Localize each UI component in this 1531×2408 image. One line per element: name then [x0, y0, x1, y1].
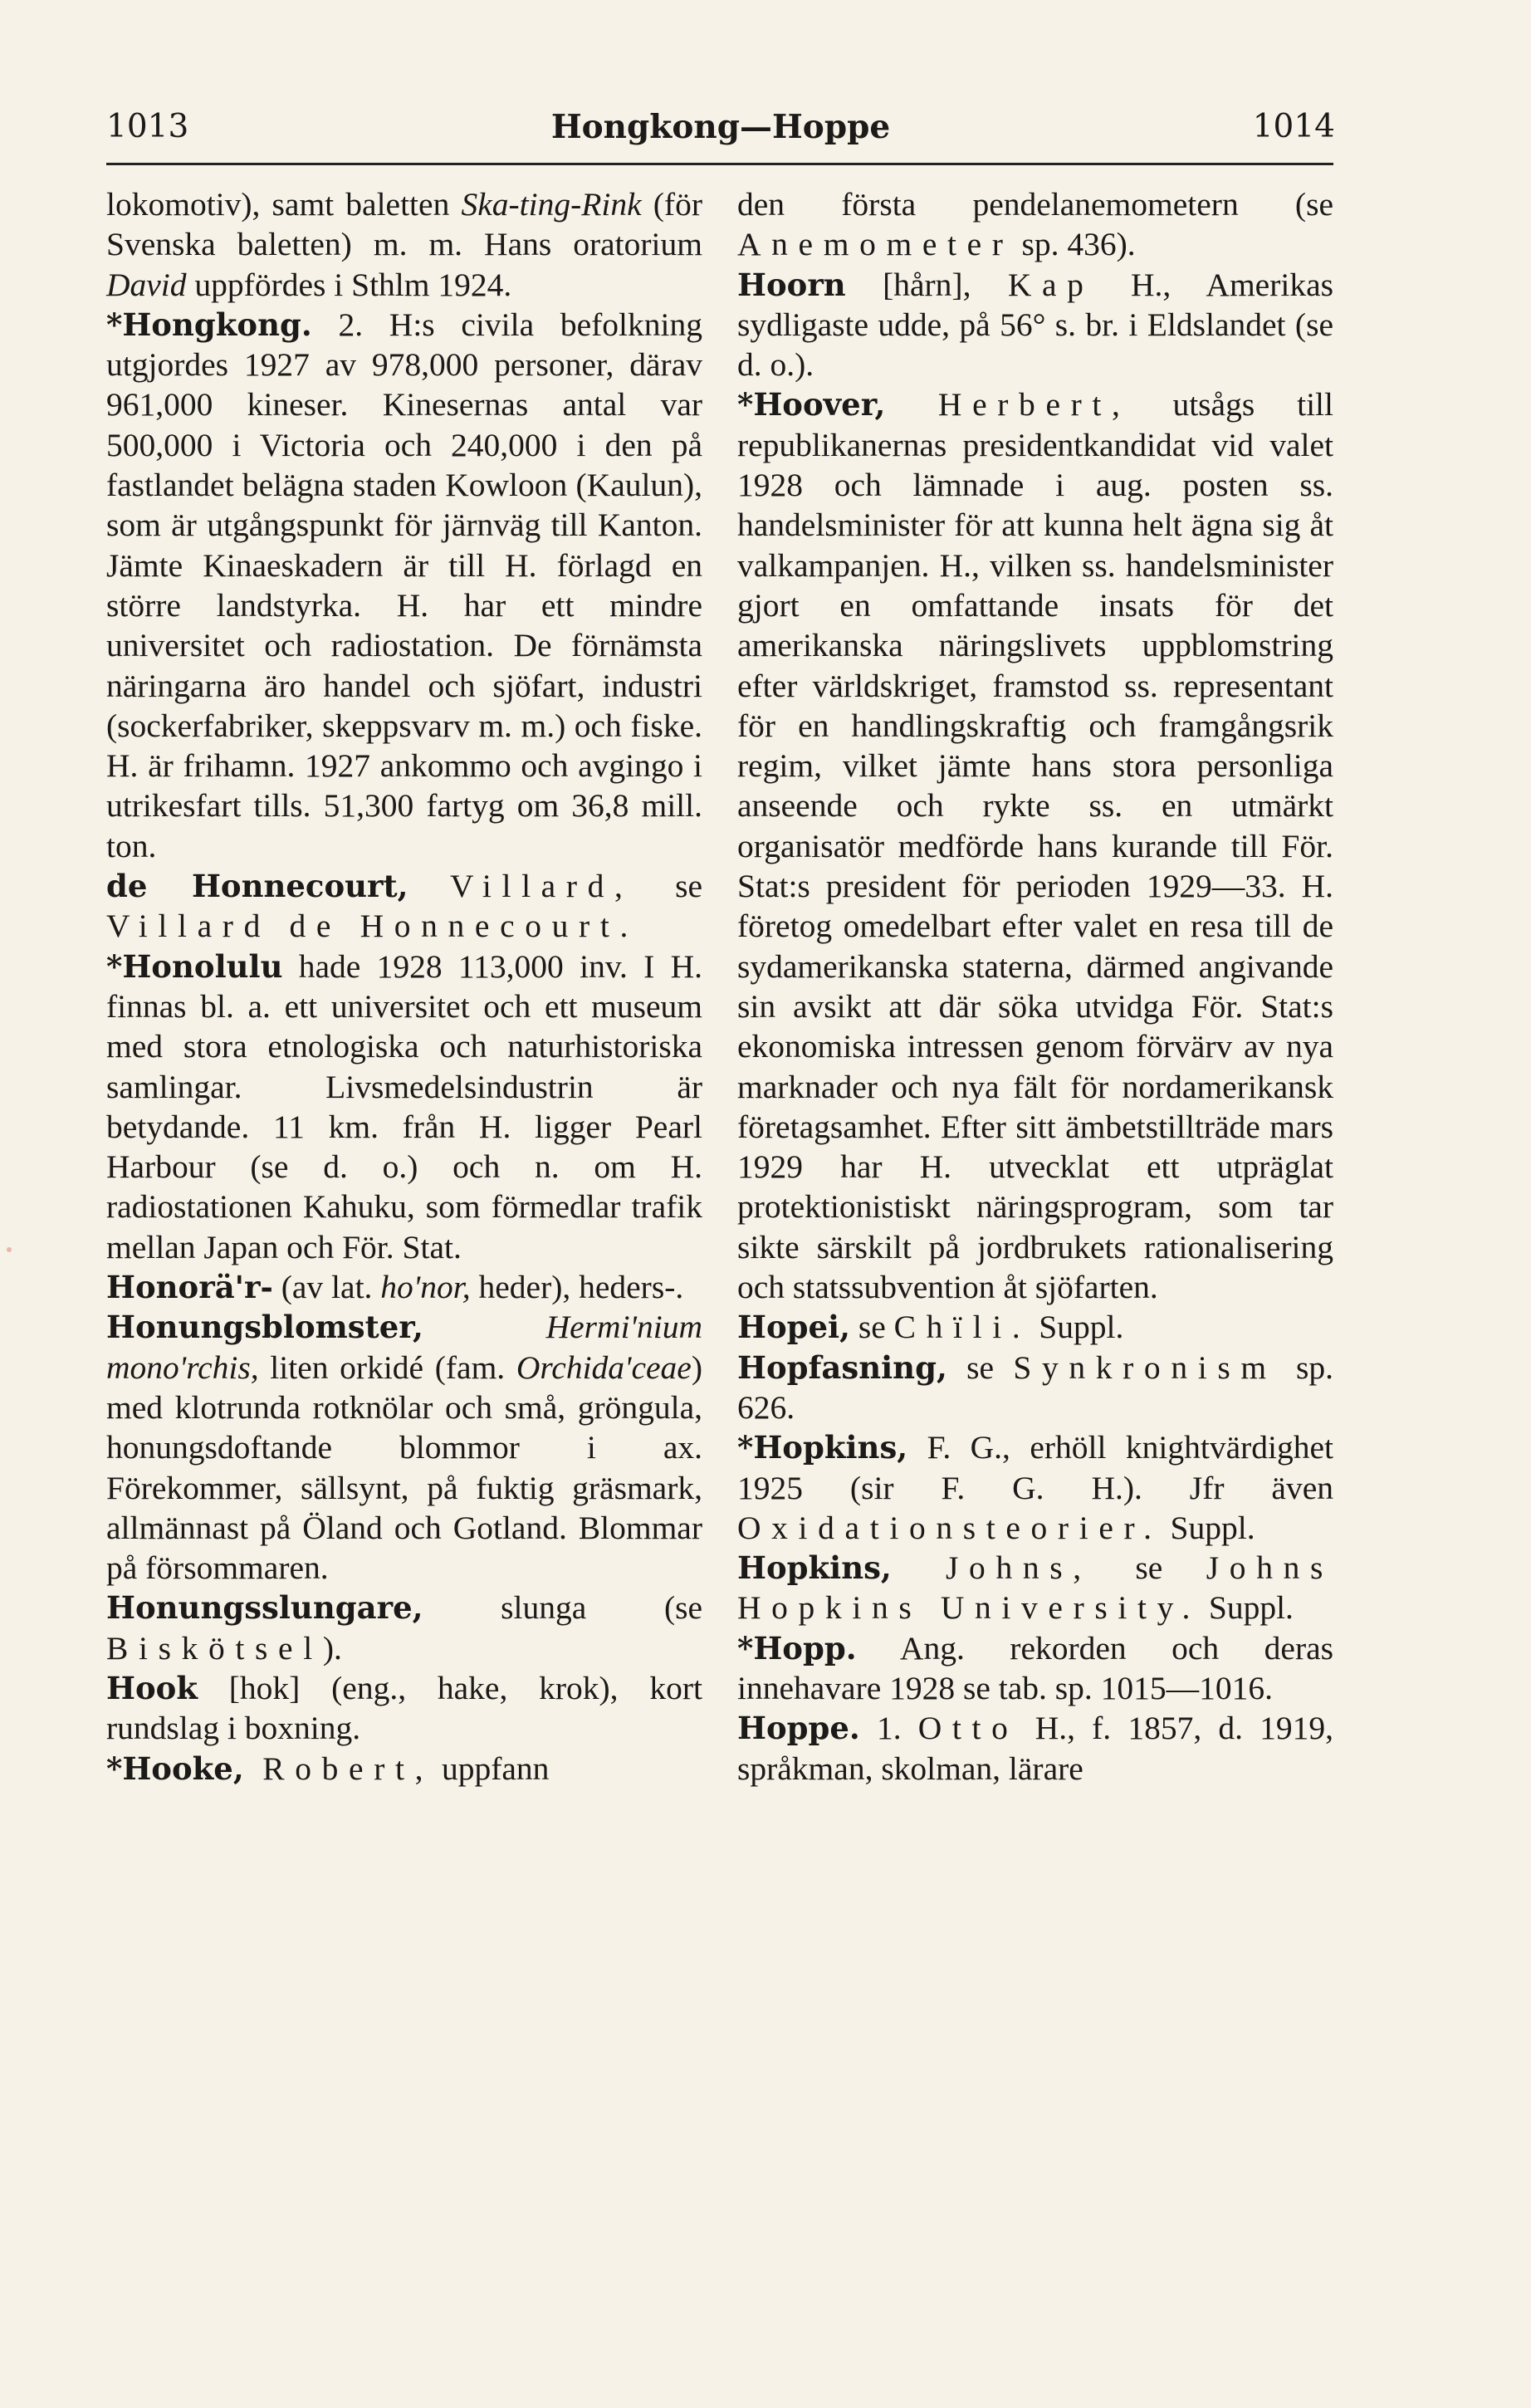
entry-hopkins-johns: Hopkins, Johns, se Johns Hopkins University. Suppl.	[737, 1549, 1333, 1627]
headword: Honorä'r-	[106, 1269, 273, 1306]
headword: *Hoover,	[737, 386, 886, 423]
headword: *Hopkins,	[737, 1429, 908, 1466]
entry-honolulu: *Honolulu hade 1928 113,000 inv. I H. finnas bl. a. ett universitet och ett museum med stora etnologiska och naturhistoriska samlingar. Livsmedelsindustrin är betydande. 11 km. från H. ligger Pearl Harbour (se d. o.) och n. om H. radiostationen Kahuku, som förmedlar trafik mellan Japan och För. Stat.	[106, 947, 702, 1265]
headword: de Honnecourt,	[106, 868, 408, 905]
headword: *Hopp.	[737, 1629, 857, 1667]
page-title: Hongkong—Hoppe	[550, 108, 891, 146]
headword: Hook	[106, 1669, 198, 1706]
entry-hoover: *Hoover, Herbert, utsågs till republikanernas presidentkandidat vid valet 1928 och lämnade i aug. posten ss. handelsminister för att kunna helt ägna sig åt valkampanjen. H., vilken ss. handelsminister gjort en omfattande insats för det amerikanska näringslivets uppblomstring efter världskriget, framstod ss. representant för en handlingskraftig och framgångsrik regim, vilket jämte hans stora personliga anseende och rykte ss. en utmärkt organisatör medförde hans kurande till För. Stat:s president för perioden 1929—33. H. företog omedelbart efter valet en resa till de sydamerikanska staterna, därmed angivande sin avsikt att där söka utvidga För. Stat:s ekonomiska intressen genom förvärv av nya marknader och nya fält för nordamerikansk företagsamhet. Efter sitt ämbetstillträde mars 1929 har H. utvecklat ett utpräglat protektionistiskt näringsprogram, som tar sikte särskilt på jordbrukets rationalisering och statssubvention åt sjöfarten.	[737, 386, 1333, 1306]
headword: *Honolulu	[106, 947, 283, 985]
entry-hopkins-fg: *Hopkins, F. G., erhöll knightvärdighet 1925 (sir F. G. H.). Jfr även Oxidationsteorier. Suppl.	[737, 1429, 1333, 1546]
entry-hoppe: Hoppe. 1. Otto H., f. 1857, d. 1919, språkman, skolman, lärare	[737, 1710, 1333, 1787]
running-head	[106, 108, 1335, 158]
scan-speck	[7, 1247, 12, 1252]
headword: *Hooke,	[106, 1750, 244, 1787]
entry-hook: Hook [hok] (eng., hake, krok), kort rundslag i boxning.	[106, 1669, 702, 1747]
right-column	[737, 184, 1333, 1789]
headword: Hoppe.	[737, 1710, 860, 1747]
page-number-right: 1014	[1252, 108, 1335, 145]
entry-honungsslungare: Honungsslungare, slunga (se Biskötsel).	[106, 1589, 702, 1667]
entry-honungsblomster: Honungsblomster, Hermi'nium mono'rchis, liten orkidé (fam. Orchida'ceae) med klotrunda rotknölar och små, gröngula, honungsdoftande blommor i ax. Förekommer, sällsynt, på fuktig gräsmark, allmännast på Öland och Gotland. Blommar på försommaren.	[106, 1309, 702, 1587]
entry-hooke: *Hooke, Robert, uppfann	[106, 1750, 550, 1787]
entry-continuation: den första pendelanemometern (se Anemometer sp. 436).	[737, 186, 1333, 263]
headword: Hoorn	[737, 266, 846, 303]
headword: *Hongkong.	[106, 306, 312, 343]
entry-honnecourt: de Honnecourt, Villard, se Villard de Honnecourt.	[106, 868, 702, 945]
headword: Honungsblomster,	[106, 1309, 423, 1346]
entry-hoorn: Hoorn [hårn], Kap H., Amerikas sydligaste udde, på 56° s. br. i Eldslandet (se d. o.).	[737, 266, 1333, 384]
left-column	[106, 184, 702, 1789]
headword: Hopkins,	[737, 1549, 892, 1587]
entry-hongkong: *Hongkong. 2. H:s civila befolkning utgjordes 1927 av 978,000 personer, därav 961,000 kineser. Kinesernas antal var 500,000 i Victoria och 240,000 i den på fastlandet belägna staden Kowloon (Kaulun), som är utgångspunkt för järnväg till Kanton. Jämte Kinaeskadern är till H. förlagd en större landstyrka. H. har ett mindre universitet och radiostation. De förnämsta näringarna äro handel och sjöfart, industri (sockerfabriker, skeppsvarv m. m.) och fiske. H. är frihamn. 1927 ankommo och avgingo i utrikesfart tills. 51,300 fartyg om 36,8 mill. ton.	[106, 306, 702, 864]
headword: Hopei,	[737, 1309, 850, 1346]
header-rule	[106, 163, 1333, 165]
entry-hopei: Hopei, se Chïli. Suppl.	[737, 1309, 1124, 1346]
headword: Hopfasning,	[737, 1348, 947, 1386]
entry-honorar: Honorä'r- (av lat. ho'nor, heder), heders-.	[106, 1269, 684, 1306]
headword: Honungsslungare,	[106, 1589, 423, 1627]
entry-hopp: *Hopp. Ang. rekorden och deras innehavare 1928 se tab. sp. 1015—1016.	[737, 1629, 1333, 1706]
page-number-left: 1013	[106, 108, 189, 145]
entry-continuation: lokomotiv), samt baletten Ska-ting-Rink (för Svenska baletten) m. m. Hans oratorium David uppfördes i Sthlm 1924.	[106, 186, 702, 303]
entry-hopfasning: Hopfasning, se Synkronism sp. 626.	[737, 1348, 1334, 1426]
